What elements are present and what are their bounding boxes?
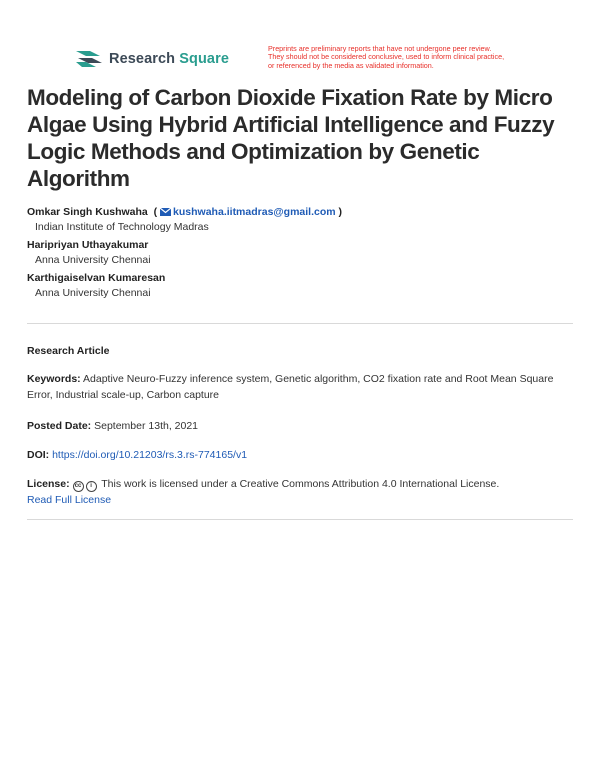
author-name: Haripriyan Uthayakumar [27, 239, 149, 251]
cc-icon: cc [73, 481, 84, 492]
author-affiliation: Anna University Chennai [35, 254, 151, 266]
keywords [27, 371, 573, 403]
author-list [27, 205, 577, 301]
by-icon: i [86, 481, 97, 492]
author-email-link[interactable]: kushwaha.iitmadras@gmail.com [160, 206, 336, 218]
author-name: Karthigaiselvan Kumaresan [27, 272, 166, 284]
logo-text: Research Square [109, 51, 229, 67]
research-square-logo-icon [74, 48, 104, 70]
doi-link[interactable]: https://doi.org/10.21203/rs.3.rs-774165/v1 [52, 449, 248, 461]
author-affiliation: Indian Institute of Technology Madras [35, 221, 209, 233]
paper-title: Modeling of Carbon Dioxide Fixation Rate by Micro Algae Using Hybrid Artificial Intelligence and Fuzzy Logic Methods and Optimization by Genetic Algorithm [27, 85, 555, 191]
keywords-value: Adaptive Neuro-Fuzzy inference system, Genetic algorithm, CO2 fixation rate and Root Mean Square Error, Industrial scale-up, Carbon capture [27, 373, 554, 401]
read-full-license-link[interactable]: Read Full License [27, 494, 112, 506]
doi: DOI: https://doi.org/10.21203/rs.3.rs-774165/v1 [27, 449, 248, 461]
research-square-logo[interactable] [74, 48, 229, 70]
author-affiliation: Anna University Chennai [35, 287, 151, 299]
author-name: Omkar Singh Kushwaha ( kushwaha.iitmadras@gmail.com ) [27, 206, 343, 218]
divider [27, 519, 573, 520]
preprint-notice [268, 45, 538, 70]
posted-date: Posted Date: September 13th, 2021 [27, 420, 199, 432]
license: License: cc i This work is licensed under a Creative Commons Attribution 4.0 International License. Read Full License [27, 478, 500, 506]
notice-line: They should not be considered conclusive, used to inform clinical practice, [268, 52, 505, 62]
notice-line: Preprints are preliminary reports that have not undergone peer review. [268, 44, 492, 53]
divider [27, 323, 573, 324]
notice-line: or referenced by the media as validated information. [268, 60, 434, 70]
envelope-icon [160, 208, 171, 216]
article-type: Research Article [27, 345, 110, 357]
keywords-label: Keywords: [27, 373, 81, 385]
